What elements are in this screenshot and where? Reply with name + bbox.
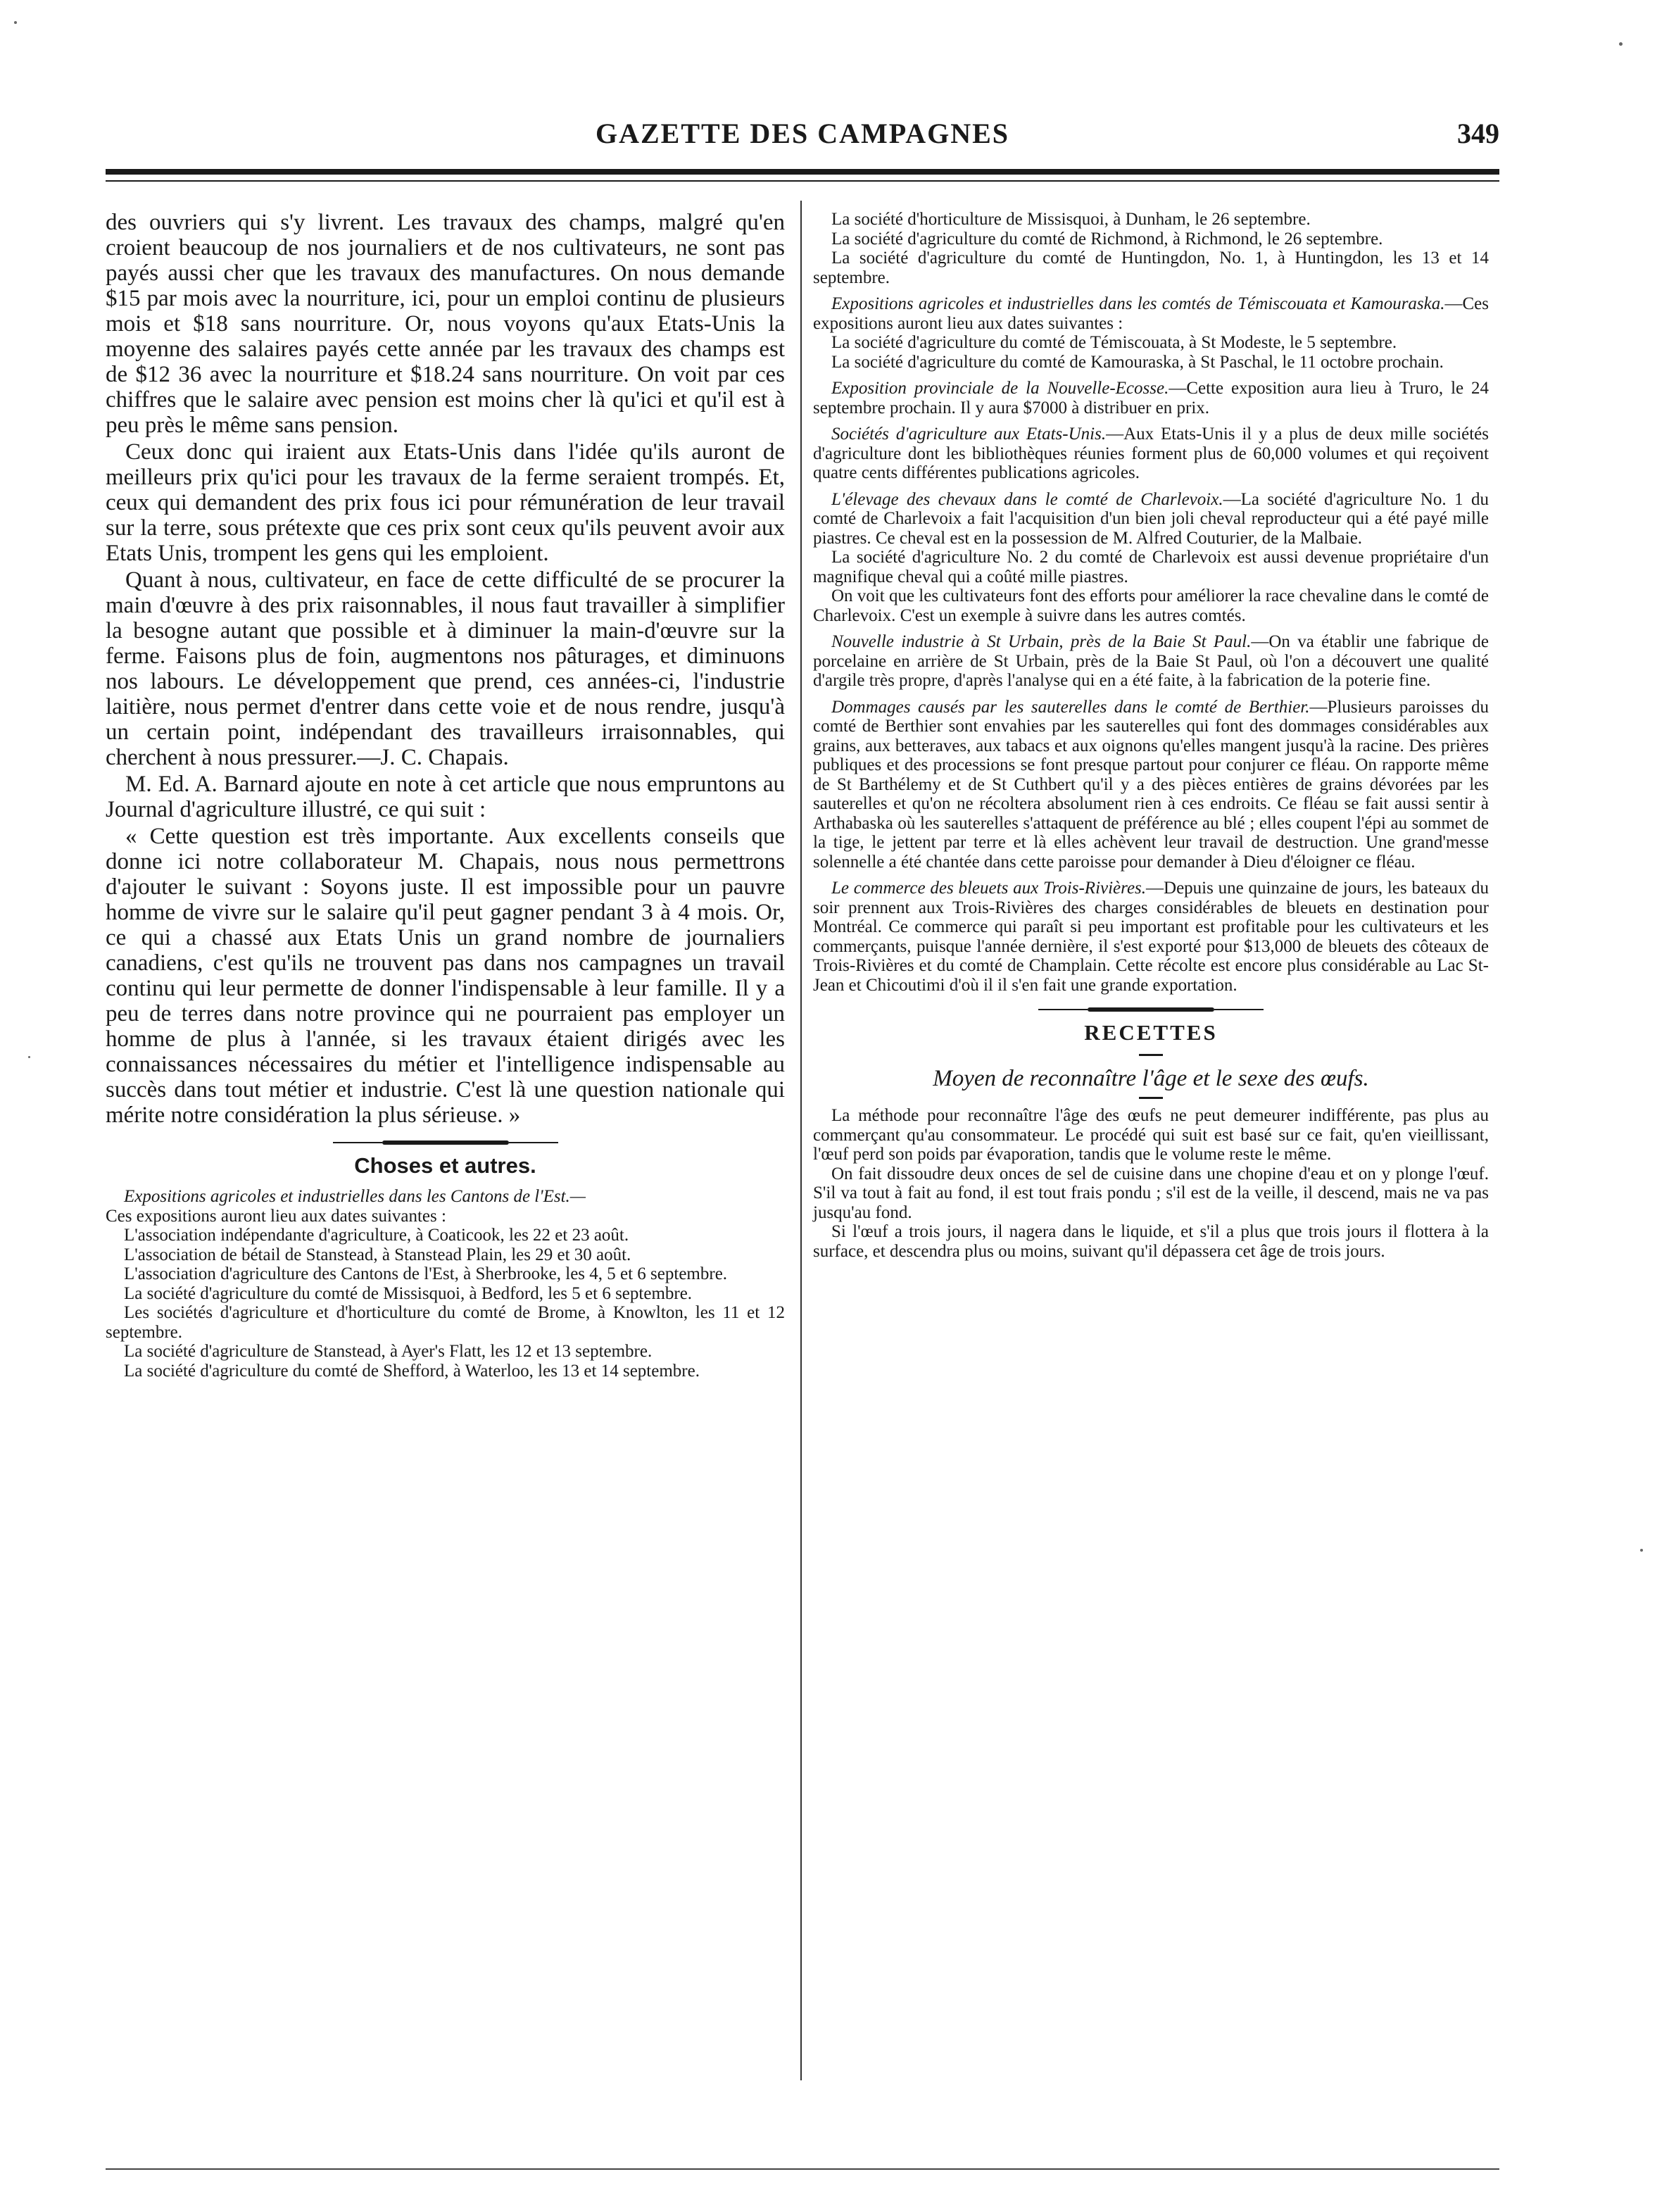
short-rule <box>1139 1054 1163 1056</box>
news-heading: Dommages causés par les sauterelles dans le comté de Berthier. <box>831 697 1310 717</box>
header-rule-thick <box>106 169 1499 175</box>
list-item: La société d'horticulture de Missisquoi, à Dunham, le 26 septembre. <box>831 210 1311 229</box>
list-item: L'association d'agriculture des Cantons de l'Est, à Sherbrooke, les 4, 5 et 6 septembre. <box>124 1264 728 1283</box>
list-item: La société d'agriculture du comté de Richmond, à Richmond, le 26 septembre. <box>831 229 1383 249</box>
article-paragraph: M. Ed. A. Barnard ajoute en note à cet article que nous empruntons au Journal d'agriculture illustré, ce qui suit : <box>106 772 785 822</box>
news-text: —Ces expositions auront lieu aux dates suivantes : <box>813 294 1489 333</box>
recipe-paragraph: Si l'œuf a trois jours, il nagera dans le liquide, et s'il a plus que trois jours il flottera à la surface, et descendra plus ou moins, suivant qu'il dépassera cet âge de trois jours. <box>813 1222 1489 1261</box>
header-rule-thin <box>106 180 1499 182</box>
right-column <box>813 210 1489 1261</box>
list-item: La société d'agriculture du comté de Missisquoi, à Bedford, les 5 et 6 septembre. <box>124 1283 693 1303</box>
news-text: —Cette exposition aura lieu à Truro, le 24 septembre prochain. Il y aura $7000 à distribuer en prix. <box>813 379 1489 417</box>
list-item: La société d'agriculture du comté de Kamouraska, à St Paschal, le 11 octobre prochain. <box>831 352 1444 372</box>
print-speck <box>14 21 17 24</box>
short-rule <box>1139 1097 1163 1099</box>
recipe-paragraph: On fait dissoudre deux onces de sel de cuisine dans une chopine d'eau et on y plonge l'œuf. S'il va tout à fait au fond, il est tout frais pondu ; s'il est de la veille, il descend, mais ne va pas jusqu'au fond. <box>813 1164 1489 1222</box>
page-header <box>106 113 1499 155</box>
print-speck <box>28 1056 30 1058</box>
list-item: L'association de bétail de Stanstead, à Stanstead Plain, les 29 et 30 août. <box>124 1245 631 1264</box>
list-item: Les sociétés d'agriculture et d'horticulture du comté de Brome, à Knowlton, les 11 et 12 septembre. <box>106 1303 785 1342</box>
column-divider <box>800 201 802 2080</box>
news-text: La société d'agriculture No. 2 du comté de Charlevoix est aussi devenue propriétaire d'un magnifique cheval qui a coûté mille piastres. <box>813 548 1489 586</box>
list-item: La société d'agriculture du comté de Huntingdon, No. 1, à Huntingdon, les 13 et 14 septembre. <box>813 249 1489 287</box>
news-heading: Le commerce des bleuets aux Trois-Rivières. <box>831 879 1147 898</box>
section-title: Choses et autres. <box>354 1153 536 1178</box>
article-paragraph: des ouvriers qui s'y livrent. Les travaux des champs, malgré qu'en croient beaucoup de nos journaliers et de nos cultivateurs, ne sont pas payés aussi cher que les travaux des manufactures. On nous demande $15 par mois avec la nourriture, ici, pour un emploi continu de plusieurs mois et $18 sans nourriture. Or, nous voyons qu'aux Etats-Unis la moyenne des salaires payés cette année par les travaux des champs est de $12 36 avec la nourriture et $18.24 sans nourriture. On voit par ces chiffres que le salaire avec pension est moins cher là qu'ici et qu'il est à peu près le même sans pension. <box>106 210 785 438</box>
news-text: —Depuis une quinzaine de jours, les bateaux du soir prennent aux Trois-Rivières des charges considérables de bleuets en destination pour Montréal. Ce commerce qui paraît si peu important est profitable pour les cultivateurs et les commerçants, puisque l'année dernière, il s'est exporté pour $13,000 de bleuets des côteaux de Trois-Rivières et du comté de Champlain. Cette récolte est encore plus considérable au Lac St-Jean et Chicoutimi d'où il il s'en fait une grande exportation. <box>813 879 1489 995</box>
news-heading: Expositions agricoles et industrielles dans les Cantons de l'Est.— <box>124 1187 586 1206</box>
news-text: —Plusieurs paroisses du comté de Berthier sont envahies par les sauterelles qui font des dommages considérables aux grains, aux betteraves, aux tabacs et aux oignons qu'elles mangent jusqu'à la racine. Des prières publiques et des processions se font presque partout pour conjurer ce fléau. On rapporte même de St Barthélemy et de St Cuthbert qu'il y a des pièces entières de grains dévorées par les sauterelles et qu'on ne récoltera absolument rien à ces endroits. Ce fléau se fait aussi sentir à Arthabaska où les sauterelles s'attaquent de préférence au blé ; elles coupent l'épi au sommet de la tige, le jettent par terre et là elles achèvent leur travail de destruction. Une grand'messe solennelle a été chantée dans cette paroisse pour demander à Dieu d'éloigner ce fléau. <box>813 697 1489 872</box>
news-text: —Aux Etats-Unis il y a plus de deux mille sociétés d'agriculture dont les bibliothèques réunies forment plus de 60,000 volumes et qui reçoivent quatre cents différentes publications agricoles. <box>813 425 1489 482</box>
print-speck <box>1640 1549 1643 1552</box>
list-item: L'association indépendante d'agriculture, à Coaticook, les 22 et 23 août. <box>124 1226 629 1245</box>
article-paragraph: Ceux donc qui iraient aux Etats-Unis dans l'idée qu'ils auront de meilleurs prix qu'ici pour les travaux de la ferme seraient trompés. Et, ceux qui demandent des prix fous ici pour rémunération de leur travail sur la terre, sous prétexte que ces prix sont ceux qu'ils peuvent avoir aux Etats Unis, trompent les gens qui les emploient. <box>106 439 785 566</box>
news-heading: Nouvelle industrie à St Urbain, près de la Baie St Paul. <box>831 632 1252 651</box>
section-subtitle: Moyen de reconnaître l'âge et le sexe des œufs. <box>933 1066 1369 1091</box>
list-item: La société d'agriculture du comté de Témiscouata, à St Modeste, le 5 septembre. <box>831 333 1397 352</box>
page-number: 349 <box>1457 118 1499 149</box>
section-title: RECETTES <box>1084 1020 1218 1045</box>
news-heading: Expositions agricoles et industrielles dans les comtés de Témiscouata et Kamouraska. <box>831 294 1445 313</box>
left-column <box>106 210 785 1381</box>
news-heading: Exposition provinciale de la Nouvelle-Ecosse. <box>831 379 1169 398</box>
article-paragraph: Quant à nous, cultivateur, en face de cette difficulté de se procurer la main d'œuvre à des prix raisonnables, il nous faut travailler à simplifier la besogne autant que possible et à diminuer la main-d'œuvre sur la ferme. Faisons plus de foin, augmentons nos pâturages, et diminuons nos labours. Le développement que prend, ces années-ci, l'industrie laitière, nous permet d'entrer dans cette voie et de nous rendre, jusqu'à un certain point, indépendant des travailleurs irraisonnables, qui cherchent à nous pressurer.—J. C. Chapais. <box>106 567 785 770</box>
section-ornament <box>382 1140 509 1145</box>
news-text: —On va établir une fabrique de porcelaine en arrière de St Urbain, près de la Baie St Paul, où l'on a découvert une qualité d'argile très propre, d'après l'analyse qui en a été faite, à la fabrication de la poterie fine. <box>813 632 1489 690</box>
news-heading: L'élevage des chevaux dans le comté de Charlevoix. <box>831 489 1223 509</box>
article-paragraph: « Cette question est très importante. Aux excellents conseils que donne ici notre collaborateur M. Chapais, nous nous permettrons d'ajouter le suivant : Soyons juste. Il est impossible pour un pauvre homme de vivre sur le salaire qu'il peut gagner pendant 3 à 4 mois. Or, ce qui a chassé aux Etats Unis un grand nombre de journaliers canadiens, c'est qu'ils ne trouvent pas dans nos campagnes un travail continu qui leur permette de donner l'indispensable à leur famille. Il y a peu de terres dans notre province qui ne pourraient pas employer un homme de plus à l'année, si les travaux étaient dirigés avec les connaissances nécessaires du métier et l'intelligence indispensable au succès dans tout métier et industrie. C'est là une question nationale qui mérite notre considération la plus sérieuse. » <box>106 824 785 1128</box>
list-item: La société d'agriculture du comté de Shefford, à Waterloo, les 13 et 14 septembre. <box>124 1361 700 1381</box>
recipe-paragraph: La méthode pour reconnaître l'âge des œufs ne peut demeurer indifférente, pas plus au commerçant qu'au consommateur. Le procédé qui suit est basé sur ce fait, qu'en vieillissant, l'œuf perd son poids par évaporation, tandis que le volume reste le même. <box>813 1106 1489 1164</box>
page-title: GAZETTE DES CAMPAGNES <box>595 118 1009 149</box>
news-text: Ces expositions auront lieu aux dates suivantes : <box>106 1206 446 1226</box>
news-text: —La société d'agriculture No. 1 du comté de Charlevoix a fait l'acquisition d'un bien joli cheval reproducteur qui a été payé mille piastres. Ce cheval est en la possession de M. Alfred Couturier, de la Malbaie. <box>813 489 1489 548</box>
news-text: On voit que les cultivateurs font des efforts pour améliorer la race chevaline dans le comté de Charlevoix. C'est un exemple à suivre dans les autres comtés. <box>813 586 1489 625</box>
section-ornament <box>1088 1007 1214 1012</box>
bottom-rule <box>106 2168 1499 2170</box>
print-speck <box>1619 42 1623 46</box>
news-heading: Sociétés d'agriculture aux Etats-Unis. <box>831 425 1107 444</box>
list-item: La société d'agriculture de Stanstead, à Ayer's Flatt, les 12 et 13 septembre. <box>124 1342 653 1361</box>
